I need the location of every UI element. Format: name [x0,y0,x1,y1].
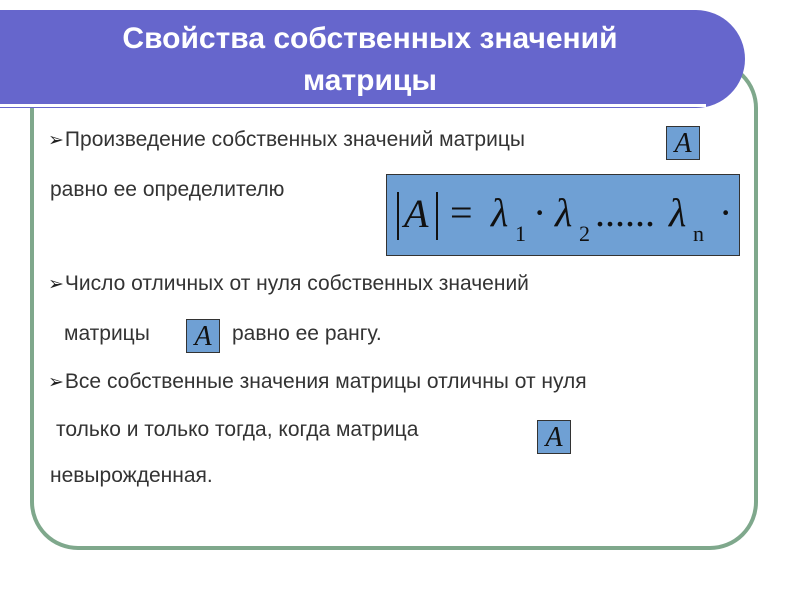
formula-equals: = [450,190,473,235]
title-underline [0,104,706,107]
bullet-2-line2-end: равно ее рангу. [232,322,382,345]
abs-bar-left [397,192,399,240]
formula-sub-2: 2 [579,221,590,246]
bullet-arrow-icon: ➢ [48,372,64,393]
slide-title [0,18,740,102]
determinant-formula [386,174,740,256]
bullet-2-line1 [48,272,529,296]
bullet-1-text: Произведение собственных значений матрицы [64,128,525,151]
bullet-1-line1 [48,128,525,152]
bullet-3-line2: только и только тогда, когда матрица [56,418,419,441]
bullet-2-text: Число отличных от нуля собственных значений [64,272,529,295]
formula-sub-1: 1 [515,221,526,246]
formula-ellipsis: ...... [595,190,655,235]
formula-lambda-2: λ [555,190,573,235]
matrix-a-symbol: A [537,420,571,454]
bullet-arrow-icon: ➢ [48,130,64,151]
slide-title-line2: матрицы [302,64,437,97]
bullet-arrow-icon: ➢ [48,274,64,295]
formula-lhs: A [404,191,429,236]
bullet-3-line3: невырожденная. [50,464,213,487]
formula-dot-1: · [533,190,547,235]
abs-bar-right [436,192,438,240]
formula-sub-n: n [693,221,704,246]
bullet-1-line2: равно ее определителю [50,178,285,201]
matrix-a-symbol: A [186,319,220,353]
slide-title-line1: Свойства собственных значений [122,22,618,55]
bullet-2-matrix-word: матрицы [64,322,150,345]
matrix-a-symbol: A [666,126,700,160]
formula-end-dot: · [719,190,733,235]
bullet-3-text: Все собственные значения матрицы отличны от нуля [64,370,587,393]
formula-lambda-1: λ [491,190,509,235]
formula-lambda-n: λ [669,190,687,235]
bullet-3-line1 [48,370,587,394]
